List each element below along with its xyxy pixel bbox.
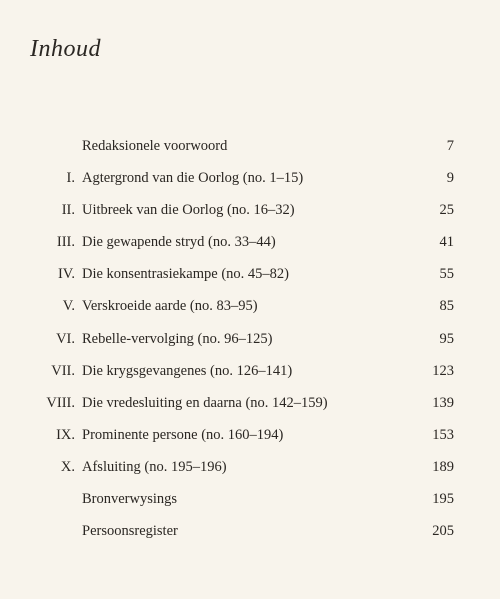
toc-entry bbox=[0, 169, 500, 201]
chapter-title: Die vredesluiting en daarna (no. 142–159) bbox=[82, 394, 328, 411]
toc-entry bbox=[0, 137, 500, 169]
page-number: 95 bbox=[439, 330, 454, 347]
page-number: 139 bbox=[432, 394, 454, 411]
page-number: 85 bbox=[439, 298, 454, 315]
chapter-title: Rebelle-vervolging (no. 96–125) bbox=[82, 330, 273, 347]
toc-entry bbox=[0, 233, 500, 265]
toc-entry bbox=[0, 330, 500, 362]
page-title: Inhoud bbox=[30, 36, 101, 62]
toc-entry bbox=[0, 201, 500, 233]
chapter-number: II. bbox=[61, 202, 75, 219]
page-number: 25 bbox=[439, 202, 454, 219]
chapter-title: Afsluiting (no. 195–196) bbox=[82, 458, 227, 475]
toc-entry bbox=[0, 490, 500, 522]
chapter-title: Bronverwysings bbox=[82, 491, 178, 508]
toc-entry bbox=[0, 458, 500, 490]
chapter-number: VI. bbox=[56, 330, 75, 347]
page-number: 7 bbox=[446, 138, 454, 154]
chapter-title: Agtergrond van die Oorlog (no. 1–15) bbox=[82, 170, 304, 187]
chapter-title: Uitbreek van die Oorlog (no. 16–32) bbox=[82, 202, 295, 219]
page-number: 189 bbox=[432, 458, 454, 475]
page-number: 123 bbox=[432, 362, 454, 379]
chapter-title: Redaksionele voorwoord bbox=[82, 138, 228, 154]
toc-entry bbox=[0, 362, 500, 394]
table-of-contents bbox=[0, 137, 500, 554]
toc-entry bbox=[0, 522, 500, 554]
chapter-number: I. bbox=[66, 170, 75, 187]
toc-entry bbox=[0, 394, 500, 426]
toc-entry bbox=[0, 426, 500, 458]
toc-entry bbox=[0, 297, 500, 329]
chapter-number: IX. bbox=[56, 426, 75, 443]
chapter-number: X. bbox=[60, 458, 75, 475]
page-number: 205 bbox=[432, 523, 454, 540]
page-number: 55 bbox=[439, 266, 454, 283]
chapter-title: Persoonsregister bbox=[82, 523, 178, 540]
chapter-title: Die konsentrasiekampe (no. 45–82) bbox=[82, 266, 289, 283]
page-number: 41 bbox=[439, 234, 454, 251]
page-number: 153 bbox=[432, 426, 454, 443]
chapter-number: III. bbox=[56, 234, 75, 251]
chapter-number: VIII. bbox=[46, 394, 75, 411]
chapter-title: Prominente persone (no. 160–194) bbox=[82, 426, 284, 443]
chapter-number: V. bbox=[62, 298, 75, 315]
chapter-number: IV. bbox=[57, 266, 75, 283]
chapter-title: Die gewapende stryd (no. 33–44) bbox=[82, 234, 276, 251]
chapter-number: VII. bbox=[51, 362, 75, 379]
toc-entry bbox=[0, 265, 500, 297]
page-number: 195 bbox=[432, 491, 454, 508]
page-number: 9 bbox=[446, 170, 454, 187]
chapter-title: Verskroeide aarde (no. 83–95) bbox=[82, 298, 258, 315]
chapter-title: Die krygsgevangenes (no. 126–141) bbox=[82, 362, 293, 379]
